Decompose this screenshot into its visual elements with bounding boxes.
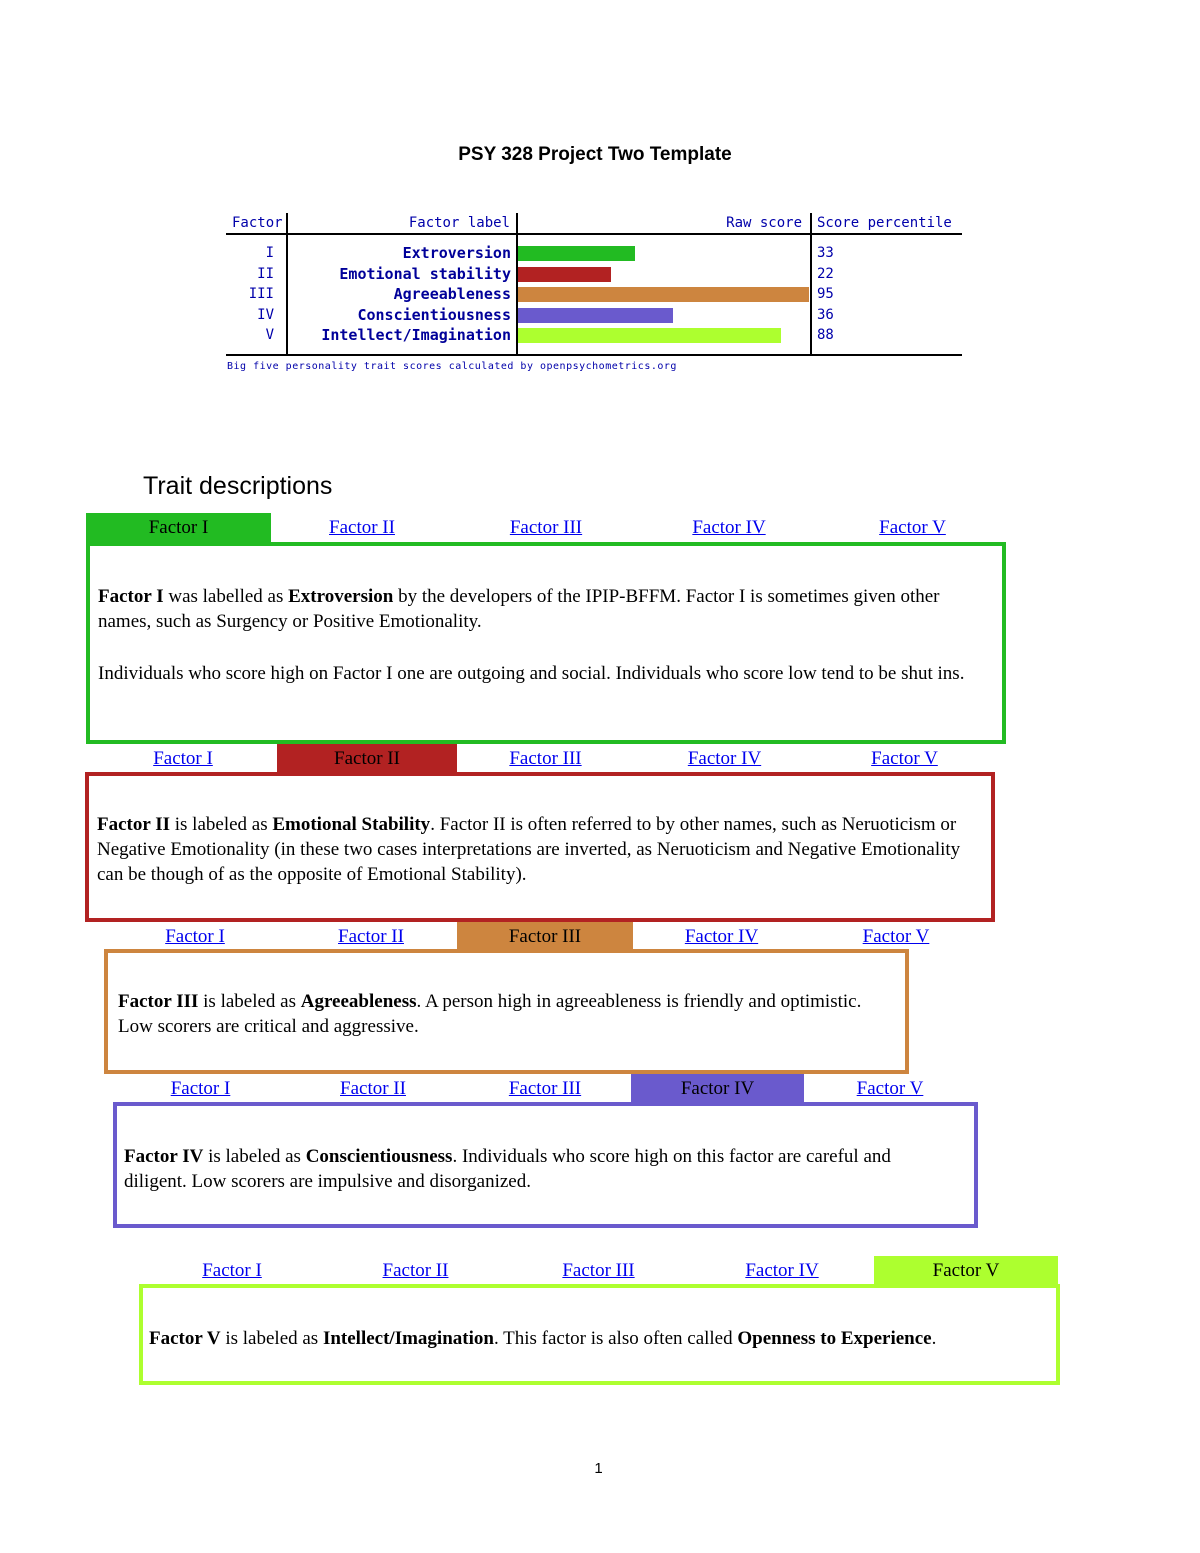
bold-term: Factor I xyxy=(98,586,164,607)
description-paragraph xyxy=(149,1326,1046,1351)
description-text: . Factor II is often referred to by other names, such as Neruoticism or Negative Emotionality (in these two cases interpretations are inverted, as Neruoticism and Negative Emotionality can be though of as the opposite of Emotional Stability). xyxy=(97,814,961,885)
score-percentile: 22 xyxy=(817,265,834,282)
factor-label: Conscientiousness xyxy=(357,305,511,324)
bold-term: Conscientiousness xyxy=(305,1146,453,1167)
tab-factor-ii[interactable]: Factor II xyxy=(340,1078,406,1099)
bold-term: Factor IV xyxy=(124,1146,204,1167)
description-text: is labeled as xyxy=(198,991,301,1012)
header-factor-label: Factor label xyxy=(408,215,510,231)
header-score-percentile: Score percentile xyxy=(817,215,952,231)
description-text: is labeled as xyxy=(170,814,273,835)
tab-factor-ii[interactable]: Factor II xyxy=(382,1260,449,1281)
tab-factor-i[interactable]: Factor I xyxy=(86,513,271,543)
tab-factor-iii[interactable]: Factor III xyxy=(509,517,583,538)
description-paragraph xyxy=(124,1144,956,1194)
bold-term: Extroversion xyxy=(288,586,394,607)
factor-label: Extroversion xyxy=(402,244,511,262)
tab-factor-v[interactable]: Factor V xyxy=(871,748,938,769)
table-divider xyxy=(810,213,812,355)
description-factor-iii xyxy=(104,949,909,1074)
description-paragraph: Individuals who score high on Factor I one are outgoing and social. Individuals who score low tend to be shut ins. xyxy=(98,663,965,684)
tab-factor-ii[interactable]: Factor II xyxy=(329,517,395,538)
bold-term: Openness to Experience xyxy=(737,1328,932,1349)
tab-factor-iv[interactable]: Factor IV xyxy=(745,1260,819,1281)
tab-factor-i[interactable]: Factor I xyxy=(202,1260,262,1281)
bold-term: Agreeableness xyxy=(300,991,417,1012)
description-paragraph xyxy=(97,812,971,887)
description-paragraph xyxy=(98,584,978,634)
factor-roman: III xyxy=(248,286,274,303)
description-paragraph xyxy=(118,989,865,1039)
tab-factor-iii[interactable]: Factor III xyxy=(562,1260,635,1281)
score-percentile: 95 xyxy=(817,286,834,303)
raw-score-bar xyxy=(518,308,673,323)
tab-factor-v[interactable]: Factor V xyxy=(856,1078,924,1099)
tab-factor-ii[interactable]: Factor II xyxy=(338,926,404,947)
section-title: Trait descriptions xyxy=(143,472,333,500)
tab-factor-iv[interactable]: Factor IV xyxy=(631,1074,804,1104)
tab-factor-ii[interactable]: Factor II xyxy=(277,744,457,774)
raw-score-bar xyxy=(518,246,635,261)
description-factor-iv xyxy=(113,1102,978,1228)
factor-roman: IV xyxy=(257,306,274,323)
bold-term: Emotional Stability xyxy=(272,814,431,835)
score-credit: Big five personality trait scores calculated by openpsychometrics.org xyxy=(227,361,677,372)
description-text: . Individuals who score high on this factor are careful and diligent. Low scorers are impulsive and disorganized. xyxy=(124,1146,891,1192)
header-factor: Factor xyxy=(232,215,283,231)
score-percentile: 88 xyxy=(817,327,834,344)
document-title: PSY 328 Project Two Template xyxy=(458,144,732,165)
description-factor-ii xyxy=(85,772,995,922)
tab-factor-i[interactable]: Factor I xyxy=(153,748,213,769)
factor-roman: V xyxy=(265,327,274,344)
description-factor-i xyxy=(86,542,1006,744)
page-number: 1 xyxy=(594,1460,603,1477)
bold-term: Intellect/Imagination xyxy=(322,1328,494,1349)
tab-factor-iii[interactable]: Factor III xyxy=(457,922,633,952)
raw-score-bar xyxy=(518,328,781,343)
table-divider xyxy=(286,213,288,355)
description-text: is labeled as xyxy=(203,1146,306,1167)
tab-factor-i[interactable]: Factor I xyxy=(165,926,225,947)
bold-term: Factor V xyxy=(149,1328,221,1349)
factor-label: Emotional stability xyxy=(339,264,511,283)
factor-label: Agreeableness xyxy=(393,285,511,304)
description-text: by the developers of the IPIP-BFFM. Factor I is sometimes given other names, such as Surgency or Positive Emotionality. xyxy=(98,586,940,632)
tab-factor-iii[interactable]: Factor III xyxy=(509,748,582,769)
description-text: . This factor is also often called xyxy=(493,1328,738,1349)
score-percentile: 33 xyxy=(817,245,834,261)
factor-label: Intellect/Imagination xyxy=(321,326,511,345)
description-text: is labeled as xyxy=(220,1328,323,1349)
tab-factor-iv[interactable]: Factor IV xyxy=(687,748,762,769)
factor-roman: II xyxy=(257,265,274,282)
description-factor-v xyxy=(139,1284,1060,1385)
raw-score-bar xyxy=(518,287,809,302)
header-raw-score: Raw score xyxy=(726,215,802,231)
raw-score-bar xyxy=(518,267,611,282)
tab-factor-v[interactable]: Factor V xyxy=(862,926,930,947)
tab-factor-v[interactable]: Factor V xyxy=(879,517,946,538)
table-bottom-rule xyxy=(226,354,962,356)
tab-factor-iii[interactable]: Factor III xyxy=(508,1078,582,1099)
description-text: . xyxy=(931,1328,937,1349)
table-header-rule xyxy=(226,233,962,235)
bold-term: Factor III xyxy=(118,991,199,1012)
description-text: was labelled as xyxy=(163,586,289,607)
score-percentile: 36 xyxy=(817,306,834,323)
bold-term: Factor II xyxy=(97,814,170,835)
tab-factor-iv[interactable]: Factor IV xyxy=(684,926,759,947)
tab-factor-iv[interactable]: Factor IV xyxy=(692,517,766,538)
tab-factor-v[interactable]: Factor V xyxy=(874,1256,1058,1286)
description-text: . A person high in agreeableness is friendly and optimistic. Low scorers are critical and aggressive. xyxy=(118,991,862,1037)
tab-factor-i[interactable]: Factor I xyxy=(170,1078,231,1099)
factor-roman: I xyxy=(265,245,274,261)
